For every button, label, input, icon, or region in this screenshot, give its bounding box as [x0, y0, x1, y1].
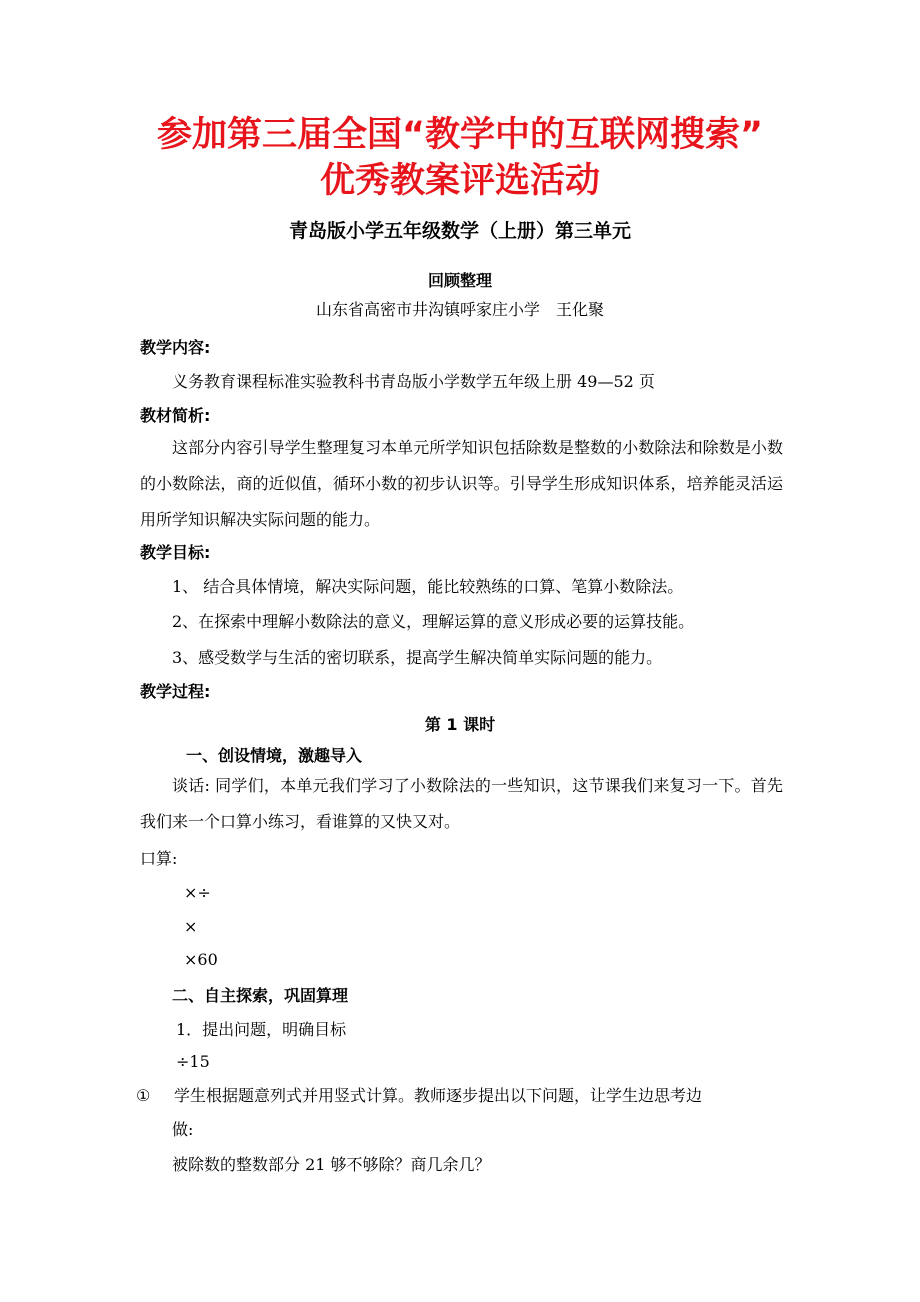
subtitle: 青岛版小学五年级数学（上册）第三单元 [288, 220, 631, 242]
objective-item: 2、在探索中理解小数除法的意义，理解运算的意义形成必要的运算技能。 [172, 612, 695, 631]
lesson-title: 第 1 课时 [424, 715, 496, 734]
process-heading: 教学过程: [140, 682, 211, 701]
oral-label: 口算: [140, 849, 178, 868]
oral-item: ×60 [184, 950, 218, 969]
step1-text: 谈话: 同学们，本单元我们学习了小数除法的一些知识，这节课我们来复习一下。首先我们来一个口算小练习，看谁算的又快又对。 [140, 776, 783, 831]
step2-subheading: 1．提出问题，明确目标 [176, 1020, 347, 1039]
oral-item: ×÷ [184, 883, 211, 902]
circled-item-text-line2: 做: [172, 1120, 194, 1139]
question-text: 被除数的整数部分 21 够不够除？商几余几？ [172, 1155, 491, 1174]
step2-expression: ÷15 [176, 1052, 210, 1071]
objectives-heading: 教学目标: [140, 543, 211, 562]
teaching-content-text: 义务教育课程标准实验教科书青岛版小学数学五年级上册 49—52 页 [172, 372, 655, 391]
title-line-1: 参加第三届全国“教学中的互联网搜索” [156, 115, 763, 155]
author-line: 山东省高密市井沟镇呼家庄小学 王化聚 [315, 300, 604, 319]
section-title: 回顾整理 [427, 271, 492, 290]
title-line-2: 优秀教案评选活动 [319, 161, 600, 201]
step1-heading: 一、创设情境，激趣导入 [186, 746, 363, 765]
circled-number: ① [136, 1086, 151, 1105]
teaching-content-heading: 教学内容: [140, 338, 211, 357]
material-analysis-heading: 教材简析: [140, 406, 211, 425]
step2-heading: 二、自主探索，巩固算理 [172, 986, 349, 1005]
objective-item: 3、感受数学与生活的密切联系，提高学生解决简单实际问题的能力。 [172, 648, 663, 667]
circled-item-text-line1: 学生根据题意列式并用竖式计算。教师逐步提出以下问题，让学生边思考边 [174, 1086, 703, 1105]
material-analysis-text: 这部分内容引导学生整理复习本单元所学知识包括除数是整数的小数除法和除数是小数的小数除法，商的近似值，循环小数的初步认识等。引导学生形成知识体系，培养能灵活运用所学知识解决实际问题的能力。 [140, 438, 783, 529]
objective-item: 1、 结合具体情境，解决实际问题，能比较熟练的口算、笔算小数除法。 [172, 577, 684, 596]
oral-item: × [184, 917, 198, 936]
